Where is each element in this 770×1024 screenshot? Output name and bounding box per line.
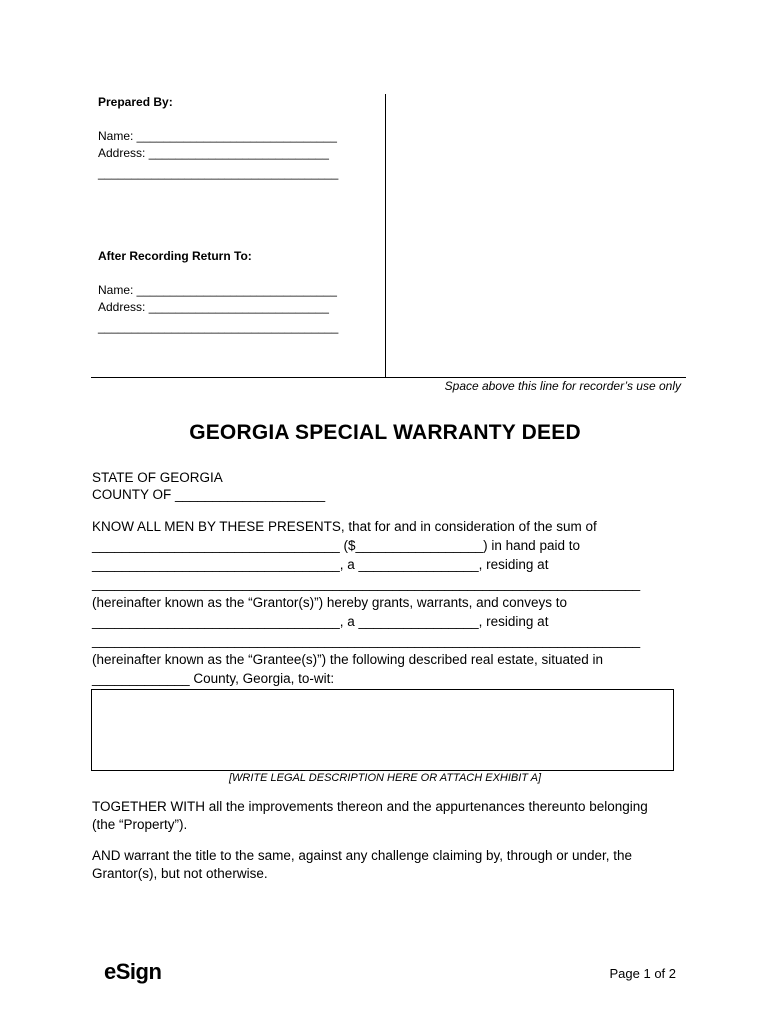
warrant-text: AND warrant the title to the same, against any challenge claiming by, through or under, the	[92, 848, 633, 863]
grantee-name-field[interactable]: _________________________________, a ________________, residing at	[92, 614, 549, 629]
consideration-amount-field[interactable]: _________________________________ ($_________________) in hand paid to	[92, 538, 580, 553]
consideration-text: KNOW ALL MEN BY THESE PRESENTS, that for and in consideration of the sum of	[92, 519, 597, 534]
legal-description-box[interactable]	[91, 689, 674, 771]
prepared-by-heading: Prepared By:	[98, 95, 173, 109]
prepared-by-address-field[interactable]: Address: ___________________________	[98, 146, 329, 160]
grantor-address-field[interactable]: _________________________________________________________________________	[92, 576, 641, 591]
together-with-text-cont: (the “Property”).	[92, 817, 188, 832]
recorder-divider-vertical	[385, 94, 386, 378]
document-title: GEORGIA SPECIAL WARRANTY DEED	[189, 421, 581, 444]
return-to-address-field[interactable]: Address: ___________________________	[98, 300, 329, 314]
page-number: Page 1 of 2	[609, 966, 676, 981]
return-to-heading: After Recording Return To:	[98, 249, 252, 263]
grantee-definition-text: (hereinafter known as the “Grantee(s)”) the following described real estate, situated in	[92, 652, 604, 667]
esign-logo: eSign	[104, 959, 162, 984]
prepared-by-address-line2[interactable]: ____________________________________	[98, 166, 339, 180]
county-field[interactable]: COUNTY OF ____________________	[92, 487, 326, 502]
grantor-name-field[interactable]: _________________________________, a ________________, residing at	[92, 557, 549, 572]
together-with-text: TOGETHER WITH all the improvements thereon and the appurtenances thereunto belonging	[92, 799, 648, 814]
warrant-text-cont: Grantor(s), but not otherwise.	[92, 866, 268, 881]
legal-description-caption: [WRITE LEGAL DESCRIPTION HERE OR ATTACH EXHIBIT A]	[228, 772, 542, 784]
county-location-field[interactable]: _____________ County, Georgia, to-wit:	[92, 671, 335, 686]
recorder-divider-horizontal	[91, 377, 686, 378]
return-to-name-field[interactable]: Name: ______________________________	[98, 283, 337, 297]
recorder-note: Space above this line for recorder’s use only	[444, 379, 681, 393]
return-to-address-line2[interactable]: ____________________________________	[98, 320, 339, 334]
grantor-definition-text: (hereinafter known as the “Grantor(s)”) hereby grants, warrants, and conveys to	[92, 595, 567, 610]
state-line: STATE OF GEORGIA	[92, 470, 223, 485]
grantee-address-field[interactable]: _________________________________________________________________________	[92, 633, 641, 648]
prepared-by-name-field[interactable]: Name: ______________________________	[98, 129, 337, 143]
